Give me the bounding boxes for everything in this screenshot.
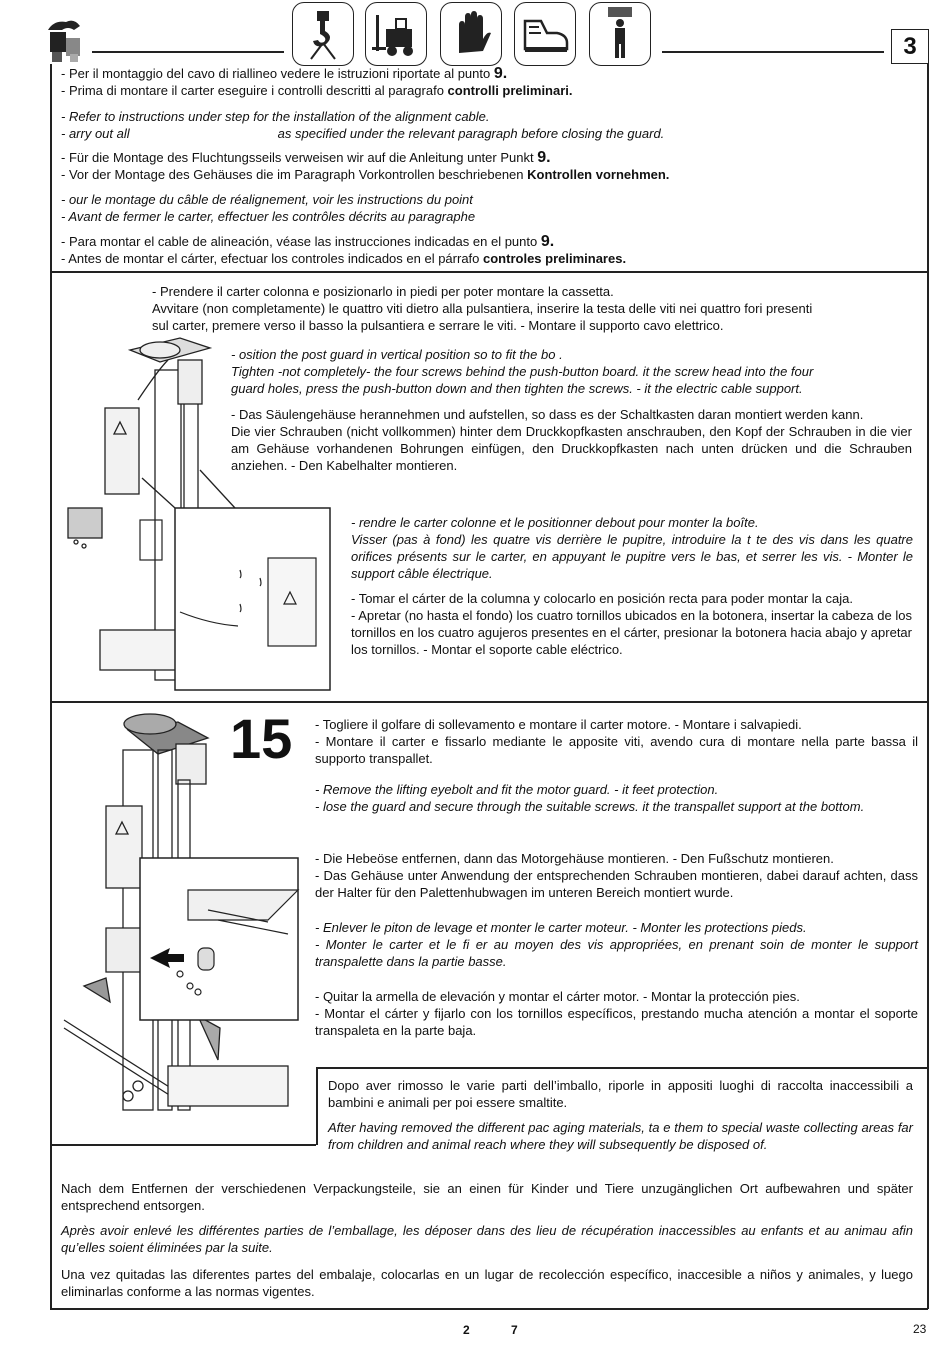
forklift-icon	[365, 2, 427, 66]
step15-fr-text: - Enlever le piton de levage et monter le carter moteur. - Monter les protections pieds. - Monter le carter et le fi er au moyen des vis appropriées, en prenant soin de monter le support transpalette dans la partie basse.	[315, 920, 918, 969]
disposal-de-text: Nach dem Entfernen der verschiedenen Verpackungsteile, sie an einen für Kinder und Tiere unzugänglichen Ort aufbewahren und später entsprechend entsorgen.	[61, 1181, 913, 1213]
step15-de-text: - Die Hebeöse entfernen, dann das Motorgehäuse montieren. - Den Fußschutz montieren. - Das Gehäuse unter Anwendung der entsprechenden Schrauben montieren, dabei darauf achten, dass der Halter für den Palettenhubwagen im unteren Bereich montiert wurde.	[315, 851, 918, 900]
top-it-text: - Per il montaggio del cavo di riallineo vedere le istruzioni riportate al punto 9. - Prima di montare il carter eseguire i controlli descritti al paragrafo controlli preliminari.	[61, 65, 573, 98]
step14-en-text: - osition the post guard in vertical position so to fit the bo . Tighten -not completely- the four screws behind the push-button board. it the screw head into the four guard holes, press the push-button down and then tighten the screws. - it the electric cable support.	[231, 347, 814, 396]
footer-code-b: 7	[511, 1323, 518, 1337]
top-fr-text: - our le montage du câble de réalignement, voir les instructions du point - Avant de fermer le carter, effectuer les contrôles décrits au paragraphe	[61, 192, 476, 224]
hook-hoist-icon	[292, 2, 354, 66]
disposal-es-text: Una vez quitadas las diferentes partes del embalaje, colocarlas en un lugar de recolección específico, inaccesible a niños y animales, y luego eliminarlas conforme a las normas vigentes.	[61, 1267, 913, 1299]
step14-de-text: - Das Säulengehäuse herannehmen und aufstellen, so dass es der Schaltkasten daran montiert werden kann. Die vier Schrauben (nicht vollkommen) hinter dem Druckkopfkasten anschrauben, den Kopf der Schrauben in die vier am Gehäuse vorhandenen Bohrungen einfügen, den Druckkopfkasten nach unten drücken und die Schrauben anziehen. - Den Kabelhalter montieren.	[231, 407, 912, 473]
disposal-fr-text: Après avoir enlevé les différentes parties de l’emballage, les déposer dans des lieu de récupération inaccessibles au enfants et au animau afin qu’elles soient éliminées par la suite.	[61, 1223, 913, 1255]
step14-it-text: - Prendere il carter colonna e posizionarlo in piedi per poter montare la cassetta. Avvitare (non completamente) le quattro viti dietro alla pulsantiera, inserire la testa delle viti nei quattro fori presenti sul carter, premere verso il basso la pulsantiera e serrare le viti. - Montare il supporto cavo elettrico.	[152, 284, 813, 333]
footer-code-a: 2	[463, 1323, 470, 1337]
brand-logo	[44, 16, 88, 64]
disposal-it-text: Dopo aver rimosso le varie parti dell’imballo, riporle in appositi luoghi di raccolta inaccessibili a bambini e animali per poi essere smaltite.	[328, 1078, 913, 1110]
top-es-text: - Para montar el cable de alineación, véase las instrucciones indicadas en el punto 9. - Antes de montar el cárter, efectuar los controles indicados en el párrafo controles preliminares.	[61, 233, 627, 266]
step14-es-text: - Tomar el cárter de la columna y colocarlo en posición recta para poder montar la caja. - Apretar (no hasta el fondo) los cuatro tornillos ubicados en la botonera, insertar la cabeza de los tornillos en los cuatro agujeros presentes en el cárter, presionar la botonera hacia abajo y apretar los tornillos. - Montar el soporte cable eléctrico.	[351, 591, 912, 657]
section-number: 3	[903, 33, 917, 60]
step15-en-text: - Remove the lifting eyebolt and fit the motor guard. - it feet protection. - lose the guard and secure through the suitable screws. it the transpallet support at the bottom.	[315, 782, 865, 814]
glove-icon	[440, 2, 502, 66]
top-en-text: - Refer to instructions under step for the installation of the alignment cable. - arry out all as specified under the relevant paragraph before closing the guard.	[61, 109, 665, 141]
worker-load-icon	[589, 2, 651, 66]
disposal-en-text: After having removed the different pac aging materials, ta e them to special waste collecting areas far from children and animal reach where they will subsequently be disposed of.	[328, 1120, 913, 1152]
section-number-box	[891, 29, 929, 64]
step15-it-text: - Togliere il golfare di sollevamento e montare il carter motore. - Montare i salvapiedi. - Montare il carter e fissarlo mediante le apposite viti, avendo cura di montare nella parte bassa il supporto transpallet.	[315, 717, 918, 766]
safety-shoe-icon	[514, 2, 576, 66]
page-number: 23	[913, 1322, 927, 1336]
top-de-text: - Für die Montage des Fluchtungsseils verweisen wir auf die Anleitung unter Punkt 9. - Vor der Montage des Gehäuses die im Paragraph Vorkontrollen beschriebenen Kontrollen vornehmen.	[61, 149, 670, 182]
step15-es-text: - Quitar la armella de elevación y montar el cárter motor. - Montar la protección pies. - Montar el cárter y fijarlo con los tornillos específicos, prestando mucha atención a montar el soporte transpaleta en la parte baja.	[315, 989, 918, 1038]
step14-fr-text: - rendre le carter colonne et le positionner debout pour monter la boîte. Visser (pas à fond) les quatre vis derrière le pupitre, introduire la t te des vis dans les quatre orifices présents sur le carter, en appuyant le pupitre vers le bas, et serrer les vis. - Monter le support câble électrique.	[351, 515, 913, 581]
step-number: 15	[230, 707, 293, 770]
step15-illustration	[58, 710, 308, 1122]
